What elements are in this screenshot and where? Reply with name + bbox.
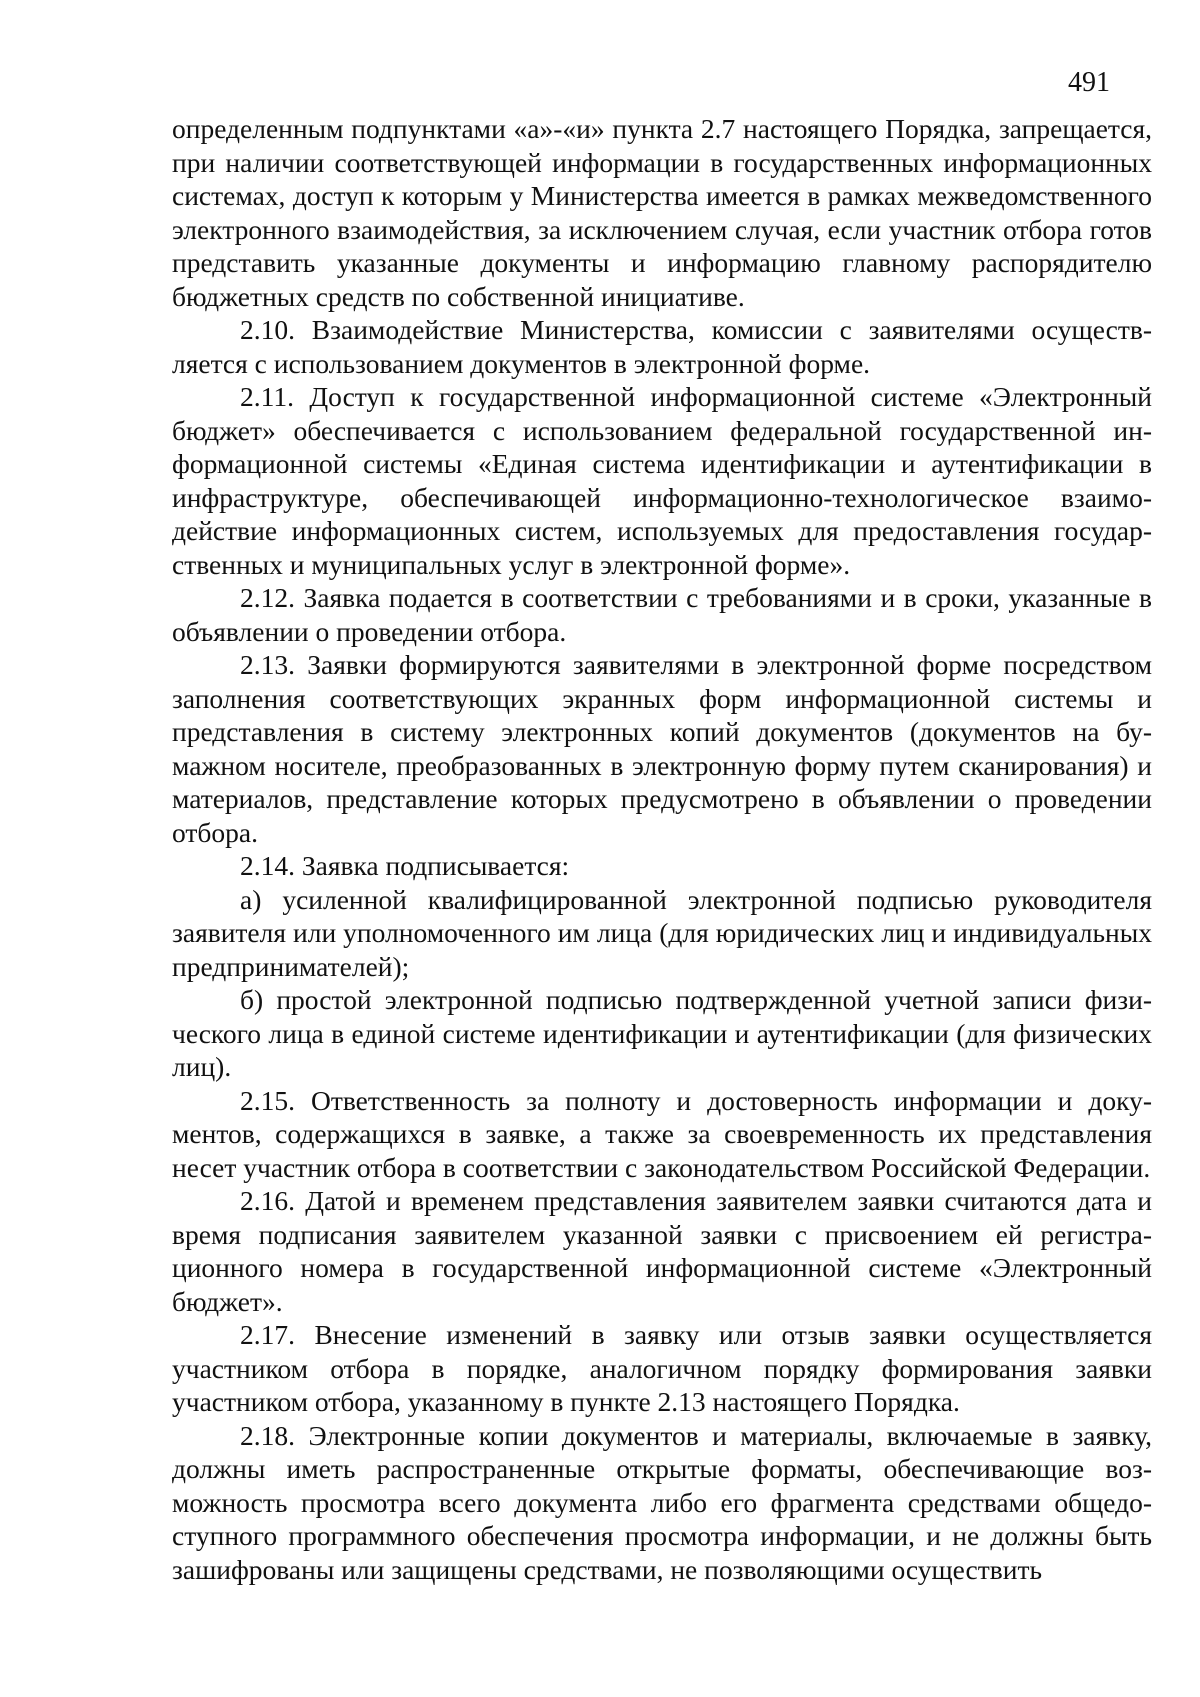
paragraph-2-17: 2.17. Внесение изменений в заявку или отзыв заявки осуществляется участником отбора в порядке, аналогичном порядку формирования заявки участником отбора, указанному в пункте 2.13 настоящего Порядка. (172, 1319, 1152, 1417)
paragraph-continuation: определенным подпунктами «а»-«и» пункта 2.7 настоящего Порядка, запрещается, при наличии соответствующей информации в государственных информационных системах, доступ к которым у Министерства имеется в рамках межведомственного электронного взаимодействия, за исключением случая, если участник отбора готов представить указанные документы и информацию главному распорядителю бюджетных средств по собственной инициативе. (172, 113, 1152, 312)
page-number: 491 (1068, 67, 1110, 98)
paragraph-2-18: 2.18. Электронные копии документов и материалы, включаемые в заявку, должны иметь распространенные открытые форматы, обеспечивающие возможность просмотра всего документа либо его фрагмента средствами общедоступного программного обеспечения просмотра информации, и не должны быть зашифрованы или защищены средствами, не позволяющими осуществить (172, 1419, 1152, 1585)
paragraph-2-16: 2.16. Датой и временем представления заявителем заявки считаются дата и время подписания заявителем указанной заявки с присвоением ей регистрационного номера в государственной информационной системе «Электронный бюджет». (172, 1185, 1152, 1317)
paragraph-2-14-a: а) усиленной квалифицированной электронной подписью руководителя заявителя или уполномоченного им лица (для юридических лиц и индивидуальных предпринимателей); (172, 883, 1152, 982)
paragraph-2-14-b: б) простой электронной подписью подтвержденной учетной записи физического лица в единой системе идентификации и аутентификации (для физических лиц). (172, 984, 1152, 1082)
paragraph-2-14: 2.14. Заявка подписывается: (240, 850, 570, 881)
document-body (172, 112, 1152, 1586)
paragraph-2-10: 2.10. Взаимодействие Министерства, комиссии с заявителями осуществляется с использованием документов в электронной форме. (172, 314, 1152, 379)
paragraph-2-12: 2.12. Заявка подается в соответствии с требованиями и в сроки, указанные в объявлении о проведении отбора. (172, 582, 1152, 647)
paragraph-2-13: 2.13. Заявки формируются заявителями в электронной форме посредством заполнения соответствующих экранных форм информационной системы и представления в систему электронных копий документов (документов на бумажном носителе, преобразованных в электронную форму путем сканирования) и материалов, представление которых предусмотрено в объявлении о проведении отбора. (172, 649, 1152, 848)
paragraph-2-11: 2.11. Доступ к государственной информационной системе «Электронный бюджет» обеспечивается с использованием федеральной государственной информационной системы «Единая система идентификации и аутентификации в инфраструктуре, обеспечивающей информационно-технологическое взаимодействие информационных систем, используемых для предоставления государственных и муниципальных услуг в электронной форме». (172, 381, 1152, 580)
paragraph-2-15: 2.15. Ответственность за полноту и достоверность информации и документов, содержащихся в заявке, а также за своевременность их представления несет участник отбора в соответствии с законодательством Российской Федерации. (172, 1084, 1152, 1183)
